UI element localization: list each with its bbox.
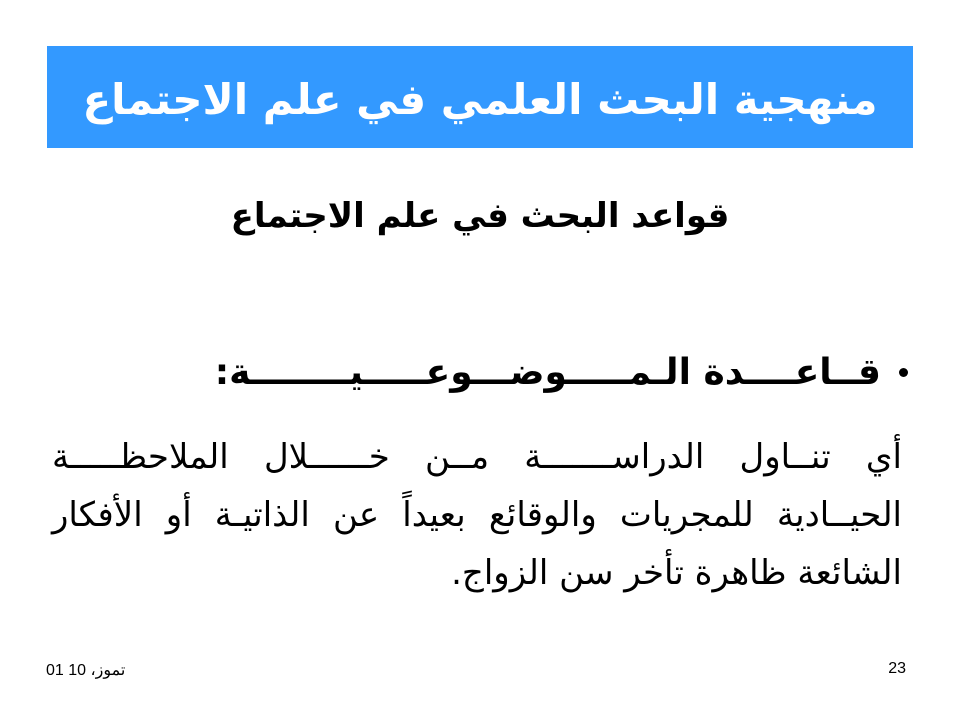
slide-subtitle: قواعد البحث في علم الاجتماع [230, 196, 730, 236]
page-number: 23 [888, 660, 906, 677]
slide-title: منهجية البحث العلمي في علم الاجتماع [82, 74, 878, 124]
title-bar [47, 46, 913, 148]
bullet-item [208, 352, 908, 393]
bullet-label: قــاعــــدة الـمـــــوضـــوعـــــيــــــــة: [214, 352, 881, 393]
bullet-body-text: أي تنــاول الدراســـــــة مــن خــــــلال الملاحظـــــة الحيــادية للمجريات والوقائع بعيداً عن الذاتيـة أو الأفكار الشائعة ظاهرة تأخر سن الزواج. [52, 437, 902, 593]
bullet-dot-icon [899, 368, 908, 377]
footer-date: 01 تموز، 10 [46, 662, 126, 679]
